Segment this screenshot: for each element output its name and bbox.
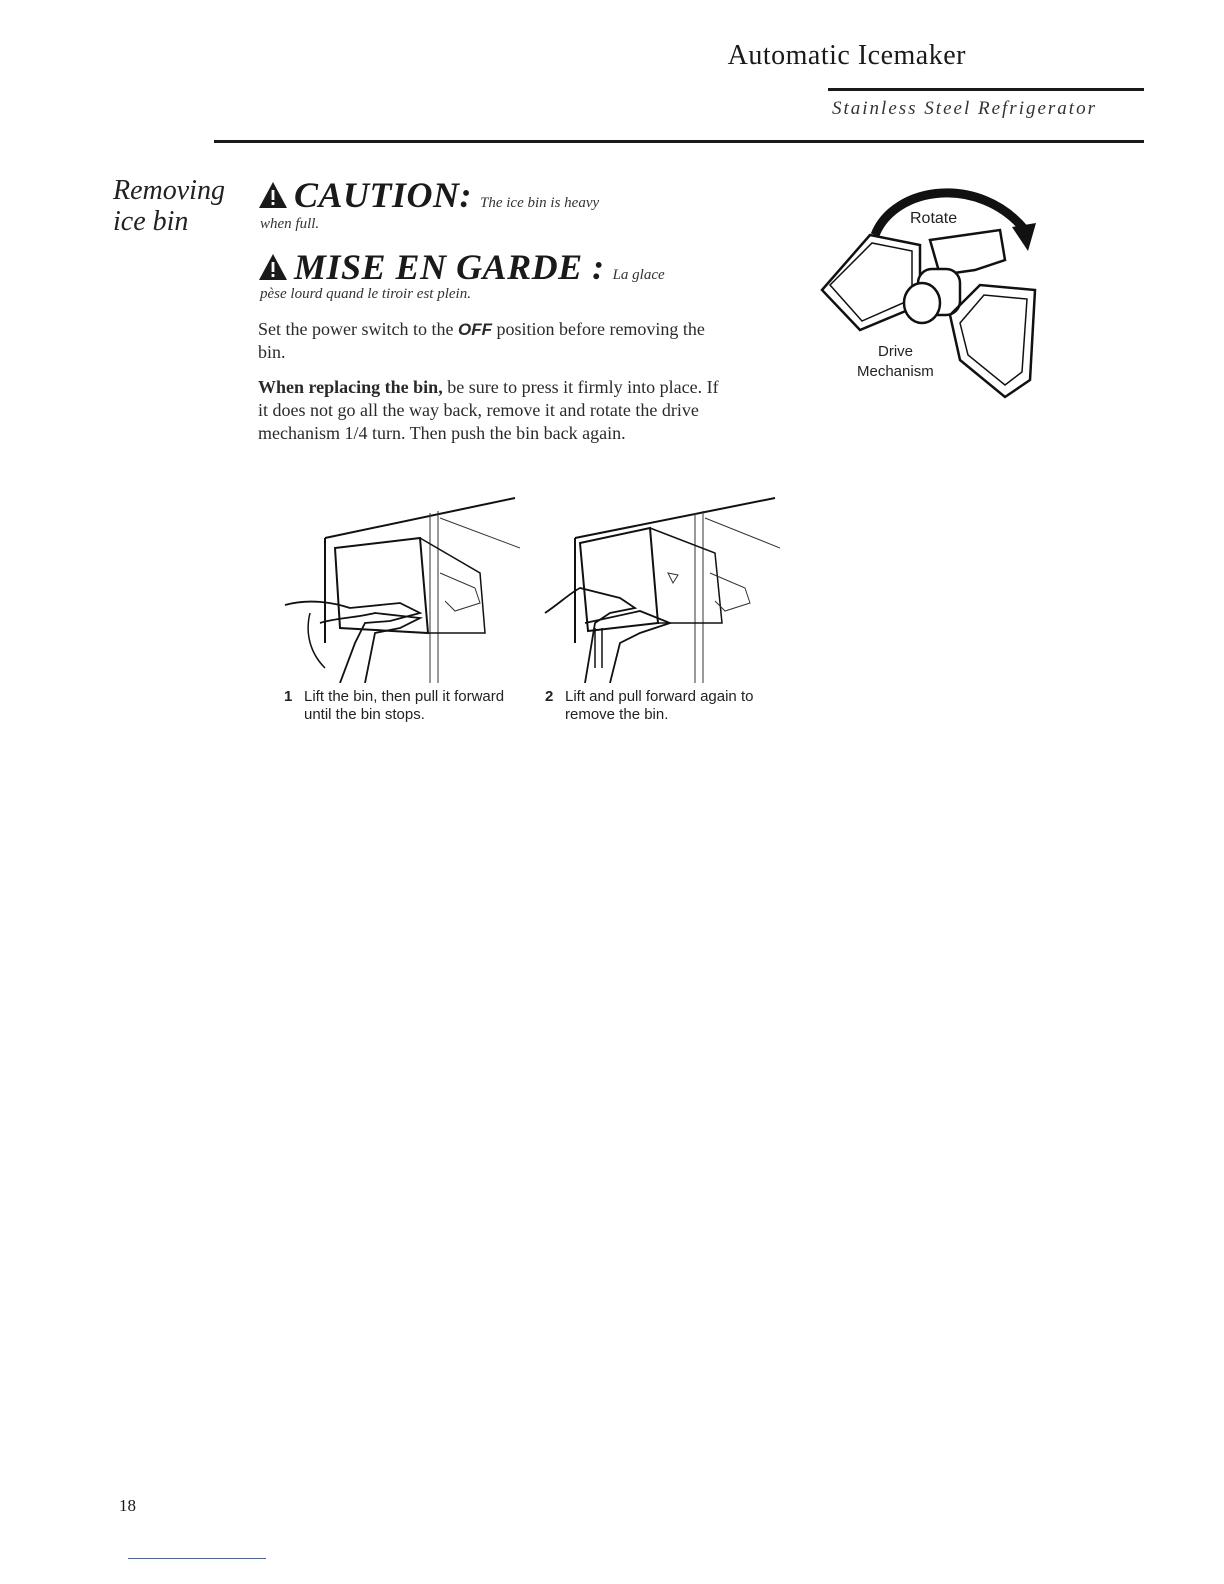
header-subtitle: Stainless Steel Refrigerator	[832, 98, 1097, 119]
mise-en-garde-label: MISE EN GARDE :	[294, 247, 605, 287]
warning-triangle-icon	[258, 181, 288, 209]
off-keyword: OFF	[457, 320, 492, 339]
drive-mechanism-illustration	[800, 165, 1050, 405]
step1-illustration	[280, 493, 520, 683]
footer-line	[128, 1558, 266, 1559]
caution-label: CAUTION:	[294, 175, 473, 215]
page-number: 18	[119, 1496, 136, 1515]
mise-en-garde-text-cont: pèse lourd quand le tiroir est plein.	[260, 286, 471, 302]
step-2-caption	[545, 688, 785, 724]
step-2-number: 2	[545, 688, 554, 705]
step-2-text: Lift and pull forward again to remove the bin.	[565, 688, 754, 723]
rotate-label: Rotate	[910, 210, 958, 227]
replacing-bin-text: be sure to press it firmly into place. If it does not go all the way back, remove it and rotate the drive mechanism 1/4 turn. Then push the bin back again.	[258, 377, 719, 443]
caution-text-cont: when full.	[260, 216, 320, 232]
section-title-line2: ice bin	[113, 206, 189, 237]
drive-label-line2: Mechanism	[857, 363, 934, 380]
step-1-caption	[284, 688, 524, 724]
main-rule	[214, 140, 1144, 143]
warning-triangle-icon	[258, 253, 288, 281]
header-rule	[828, 88, 1144, 91]
caution-heading	[258, 174, 599, 216]
mise-en-garde-text: La glace	[612, 267, 665, 283]
step2-illustration	[540, 493, 780, 683]
section-title	[113, 175, 225, 237]
power-switch-instruction	[258, 318, 728, 364]
replacing-bin-instruction	[258, 376, 728, 445]
section-title-line1: Removing	[113, 175, 225, 206]
header-title: Automatic Icemaker	[727, 40, 966, 71]
step-1-number: 1	[284, 688, 293, 705]
instruction-text: Set the power switch to the	[258, 319, 458, 339]
replacing-bin-lead: When replacing the bin,	[258, 377, 443, 397]
instruction-text: position before removing the bin.	[258, 319, 705, 362]
caution-text: The ice bin is heavy	[480, 195, 600, 211]
mise-en-garde-heading	[258, 246, 665, 288]
step-1-text: Lift the bin, then pull it forward until the bin stops.	[304, 688, 505, 723]
drive-label-line1: Drive	[878, 343, 914, 360]
